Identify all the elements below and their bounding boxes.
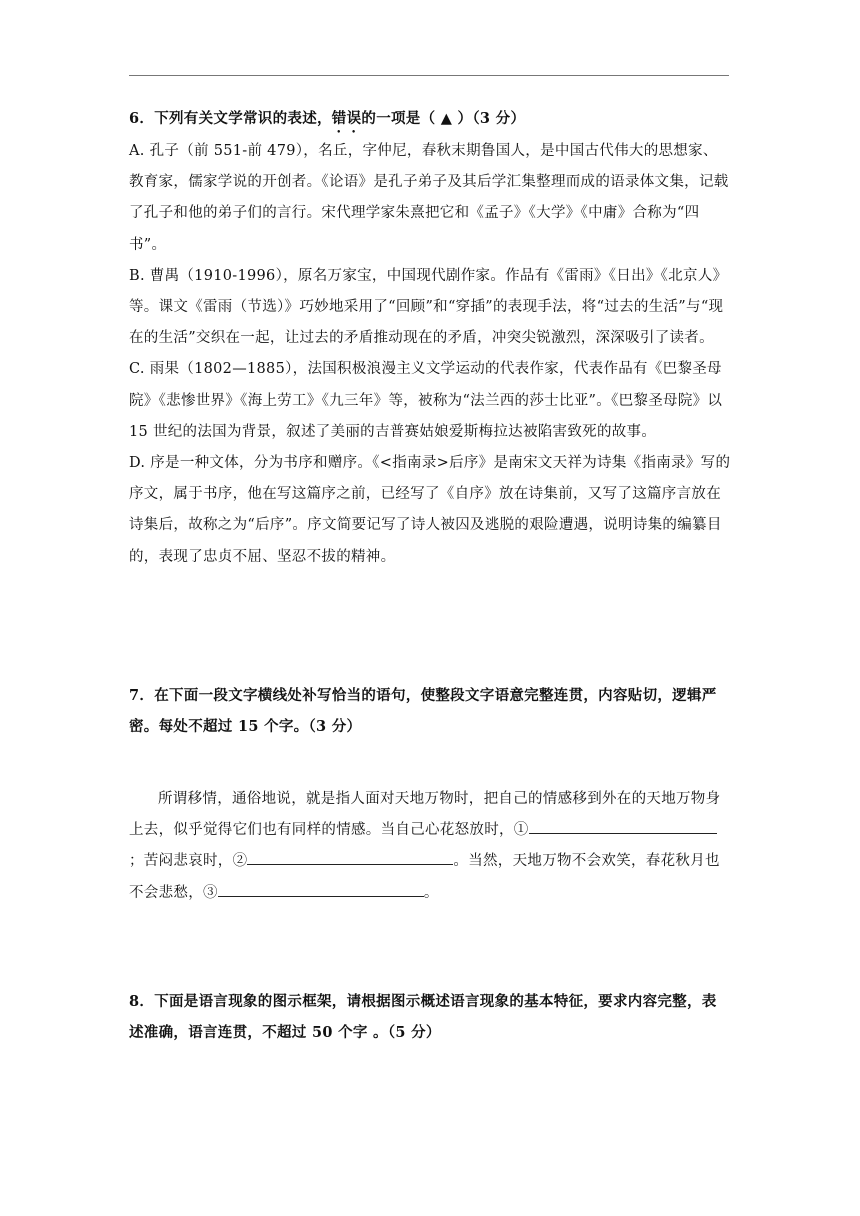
- header-rule: [129, 75, 729, 76]
- question-7-title: 7．在下面一段文字横线处补写恰当的语句，使整段文字语意完整连贯，内容贴切，逻辑严密。每处不超过 15 个字。（3 分）: [129, 687, 717, 736]
- emphasized-word: 错误: [331, 110, 362, 127]
- passage-segment-4: 。: [423, 884, 439, 901]
- title-suffix: 的一项是（ ▲ ）（3 分）: [361, 110, 526, 127]
- question-6-title: [129, 103, 731, 136]
- passage-segment-1: 所谓移情，通俗地说，就是指人面对天地万物时，把自己的情感移到外在的天地万物身上去，似乎觉得它们也有同样的情感。当自己心花怒放时，①: [129, 791, 721, 839]
- question-7-passage: [129, 784, 731, 909]
- option-b: B. 曹禺（1910-1996），原名万家宝，中国现代剧作家。作品有《雷雨》《日出》《北京人》等。课文《雷雨（节选）》巧妙地采用了“回顾”和“穿插”的表现手法，将“过去的生活”与“现在的生活”交织在一起，让过去的矛盾推动现在的矛盾，冲突尖锐激烈，深深吸引了读者。: [129, 267, 728, 347]
- title-prefix: 6．下列有关文学常识的表述，: [129, 110, 332, 127]
- option-d: D. 序是一种文体，分为书序和赠序。《<指南录>后序》是南宋文天祥为诗集《指南录》写的序文，属于书序，他在写这篇序之前，已经写了《自序》放在诗集前，又写了这篇序言放在诗集后，故称之为“后序”。序文简要记写了诗人被囚及逃脱的艰险遭遇，说明诗集的编纂目的，表现了忠贞不屈、坚忍不拔的精神。: [129, 455, 731, 565]
- answer-blank-3[interactable]: [218, 880, 424, 897]
- answer-blank-1[interactable]: [529, 817, 717, 834]
- passage-segment-2: ；苦闷悲哀时，②: [129, 853, 248, 870]
- option-a: A. 孔子（前 551-前 479），名丘，字仲尼，春秋末期鲁国人，是中国古代伟大的思想家、教育家，儒家学说的开创者。《论语》是孔子弟子及其后学汇集整理而成的语录体文集，记载了孔子和他的弟子们的言行。宋代理学家朱熹把它和《孟子》《大学》《中庸》合称为“四书”。: [129, 143, 729, 253]
- option-c: C. 雨果（1802—1885），法国积极浪漫主义文学运动的代表作家，代表作品有《巴黎圣母院》《悲惨世界》《海上劳工》《九三年》等，被称为“法兰西的莎士比亚”。《巴黎圣母院》以 15 世纪的法国为背景，叙述了美丽的吉普赛姑娘爱斯梅拉达被陷害致死的故事。: [129, 361, 723, 440]
- passage-segment-3: 。当然，天地万物不会欢笑，春花秋月也不会悲愁，③: [129, 853, 720, 901]
- question-8-title: 8．下面是语言现象的图示框架，请根据图示概述语言现象的基本特征，要求内容完整，表述准确，语言连贯，不超过 50 个字 。（5 分）: [129, 993, 717, 1042]
- question-6: [129, 103, 731, 573]
- answer-blank-2[interactable]: [247, 848, 453, 865]
